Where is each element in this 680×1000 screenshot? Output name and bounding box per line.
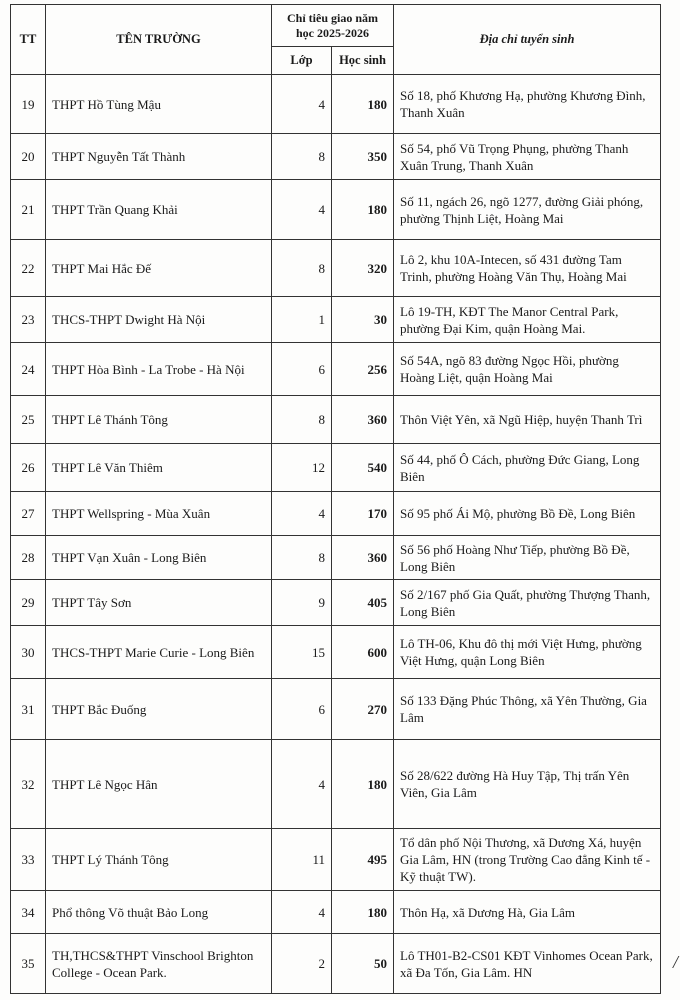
header-tt: TT [11,5,46,75]
table-row [11,492,661,536]
student-count: 180 [332,75,394,134]
enrollment-address: Số 28/622 đường Hà Huy Tập, Thị trấn Yên Viên, Gia Lâm [394,740,661,829]
row-number: 28 [11,536,46,580]
school-name: THPT Wellspring - Mùa Xuân [46,492,272,536]
table-row [11,626,661,679]
enrollment-address: Lô 19-TH, KĐT The Manor Central Park, phường Đại Kim, quận Hoàng Mai. [394,297,661,343]
table-row [11,343,661,396]
enrollment-address: Lô 2, khu 10A-Intecen, số 431 đường Tam Trinh, phường Hoàng Văn Thụ, Hoàng Mai [394,240,661,297]
row-number: 33 [11,829,46,891]
table-row [11,679,661,740]
class-count: 4 [272,75,332,134]
table-row [11,134,661,180]
row-number: 35 [11,934,46,994]
student-count: 30 [332,297,394,343]
table-row [11,891,661,934]
student-count: 495 [332,829,394,891]
header-school-name: TÊN TRƯỜNG [46,5,272,75]
class-count: 9 [272,580,332,626]
class-count: 15 [272,626,332,679]
school-name: THPT Mai Hắc Đế [46,240,272,297]
row-number: 31 [11,679,46,740]
table-row [11,396,661,444]
enrollment-address: Lô TH-06, Khu đô thị mới Việt Hưng, phường Việt Hưng, quận Long Biên [394,626,661,679]
header-students: Học sinh [332,47,394,75]
row-number: 24 [11,343,46,396]
school-name: THPT Bắc Đuống [46,679,272,740]
table-row [11,580,661,626]
class-count: 6 [272,343,332,396]
table-row [11,297,661,343]
school-name: THPT Hòa Bình - La Trobe - Hà Nội [46,343,272,396]
class-count: 1 [272,297,332,343]
class-count: 8 [272,536,332,580]
student-count: 170 [332,492,394,536]
student-count: 50 [332,934,394,994]
student-count: 270 [332,679,394,740]
school-name: THPT Lê Văn Thiêm [46,444,272,492]
table-row [11,829,661,891]
enrollment-address: Số 54A, ngõ 83 đường Ngọc Hồi, phường Hoàng Liệt, quận Hoàng Mai [394,343,661,396]
student-count: 360 [332,396,394,444]
class-count: 4 [272,180,332,240]
table-row [11,444,661,492]
school-name: THCS-THPT Dwight Hà Nội [46,297,272,343]
table-row [11,180,661,240]
student-count: 360 [332,536,394,580]
class-count: 11 [272,829,332,891]
class-count: 6 [272,679,332,740]
enrollment-address: Số 56 phố Hoàng Như Tiếp, phường Bồ Đề, Long Biên [394,536,661,580]
student-count: 256 [332,343,394,396]
enrollment-address: Số 18, phố Khương Hạ, phường Khương Đình, Thanh Xuân [394,75,661,134]
handwritten-mark: / [672,952,678,972]
school-name: THPT Trần Quang Khải [46,180,272,240]
enrollment-address: Số 54, phố Vũ Trọng Phụng, phường Thanh Xuân Trung, Thanh Xuân [394,134,661,180]
row-number: 29 [11,580,46,626]
school-name: THPT Vạn Xuân - Long Biên [46,536,272,580]
class-count: 8 [272,134,332,180]
class-count: 8 [272,240,332,297]
school-name: THPT Hồ Tùng Mậu [46,75,272,134]
row-number: 25 [11,396,46,444]
student-count: 180 [332,740,394,829]
enrollment-address: Thôn Việt Yên, xã Ngũ Hiệp, huyện Thanh Trì [394,396,661,444]
header-quota: Chỉ tiêu giao năm học 2025-2026 [272,5,394,47]
header-classes: Lớp [272,47,332,75]
student-count: 405 [332,580,394,626]
enrollment-address: Lô TH01-B2-CS01 KĐT Vinhomes Ocean Park, xã Đa Tốn, Gia Lâm. HN [394,934,661,994]
row-number: 19 [11,75,46,134]
student-count: 180 [332,180,394,240]
header-address: Địa chỉ tuyển sinh [394,5,661,75]
class-count: 4 [272,740,332,829]
table-row [11,75,661,134]
row-number: 27 [11,492,46,536]
enrollment-address: Thôn Hạ, xã Dương Hà, Gia Lâm [394,891,661,934]
class-count: 2 [272,934,332,994]
table-row [11,536,661,580]
class-count: 12 [272,444,332,492]
row-number: 23 [11,297,46,343]
student-count: 350 [332,134,394,180]
school-name: Phổ thông Võ thuật Bảo Long [46,891,272,934]
class-count: 8 [272,396,332,444]
row-number: 34 [11,891,46,934]
table-row [11,740,661,829]
row-number: 20 [11,134,46,180]
school-name: THPT Lê Thánh Tông [46,396,272,444]
enrollment-address: Số 2/167 phố Gia Quất, phường Thượng Thanh, Long Biên [394,580,661,626]
row-number: 22 [11,240,46,297]
school-name: THPT Nguyễn Tất Thành [46,134,272,180]
row-number: 32 [11,740,46,829]
table-row [11,240,661,297]
school-name: TH,THCS&THPT Vinschool Brighton College - Ocean Park. [46,934,272,994]
row-number: 21 [11,180,46,240]
enrollment-address: Tổ dân phố Nội Thương, xã Dương Xá, huyện Gia Lâm, HN (trong Trường Cao đẳng Kinh tế - Kỹ thuật TW). [394,829,661,891]
student-count: 600 [332,626,394,679]
row-number: 30 [11,626,46,679]
enrollment-address: Số 44, phố Ô Cách, phường Đức Giang, Long Biên [394,444,661,492]
school-name: THCS-THPT Marie Curie - Long Biên [46,626,272,679]
enrollment-address: Số 133 Đặng Phúc Thông, xã Yên Thường, Gia Lâm [394,679,661,740]
school-quota-table [10,4,661,994]
row-number: 26 [11,444,46,492]
student-count: 180 [332,891,394,934]
class-count: 4 [272,891,332,934]
school-name: THPT Tây Sơn [46,580,272,626]
enrollment-address: Số 95 phố Ái Mộ, phường Bồ Đề, Long Biên [394,492,661,536]
student-count: 540 [332,444,394,492]
table-row [11,934,661,994]
school-name: THPT Lý Thánh Tông [46,829,272,891]
school-name: THPT Lê Ngọc Hân [46,740,272,829]
class-count: 4 [272,492,332,536]
student-count: 320 [332,240,394,297]
enrollment-address: Số 11, ngách 26, ngõ 1277, đường Giải phóng, phường Thịnh Liệt, Hoàng Mai [394,180,661,240]
